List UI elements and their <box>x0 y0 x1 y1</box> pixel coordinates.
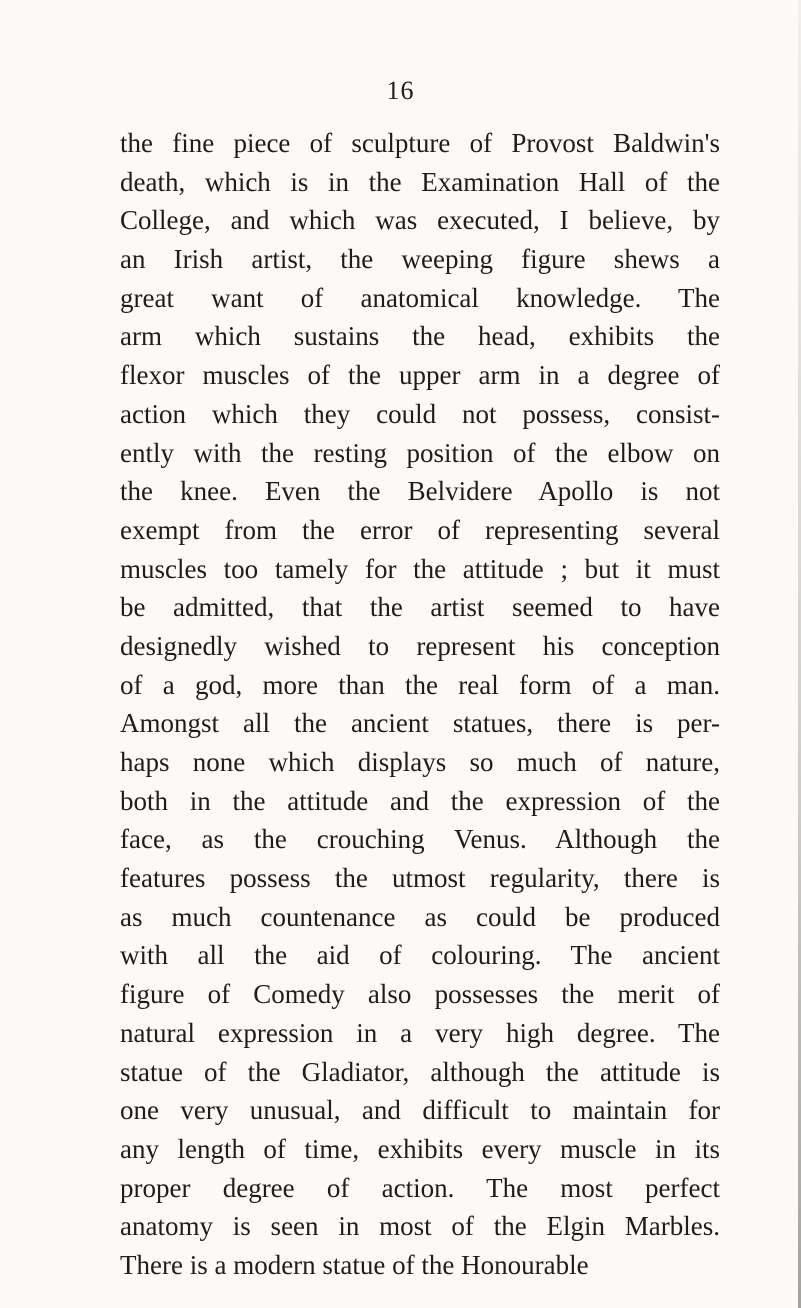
text-line: any length of time, exhibits every muscle in its <box>120 1133 720 1164</box>
text-line: of a god, more than the real form of a man. <box>120 669 720 700</box>
text-line: proper degree of action. The most perfect <box>120 1172 720 1203</box>
text-line: the knee. Even the Belvidere Apollo is not <box>120 476 720 507</box>
text-line: the fine piece of sculpture of Provost Baldwin's <box>120 128 720 158</box>
text-line: arm which sustains the head, exhibits the <box>120 321 720 352</box>
text-line: anatomy is seen in most of the Elgin Marbles. <box>120 1211 720 1242</box>
text-line: one very unusual, and difficult to maintain for <box>120 1095 720 1126</box>
text-line: death, which is in the Examination Hall of the <box>120 166 720 197</box>
text-line: Amongst all the ancient statues, there is per- <box>120 708 720 739</box>
text-line: figure of Comedy also possesses the merit of <box>120 979 720 1010</box>
page-number: 16 <box>386 76 415 105</box>
text-line: exempt from the error of representing several <box>120 514 720 545</box>
text-line: ently with the resting position of the elbow on <box>120 437 720 468</box>
text-line: with all the aid of colouring. The ancient <box>120 940 720 971</box>
body-text <box>120 124 720 1285</box>
text-line: action which they could not possess, consist- <box>120 398 720 429</box>
text-line: an Irish artist, the weeping figure shews a <box>120 244 720 275</box>
text-line: statue of the Gladiator, although the attitude is <box>120 1056 720 1087</box>
text-line: haps none which displays so much of nature, <box>120 747 720 777</box>
text-line: features possess the utmost regularity, there is <box>120 863 720 894</box>
text-line: natural expression in a very high degree. The <box>120 1017 720 1048</box>
text-line: muscles too tamely for the attitude ; but it must <box>120 553 720 584</box>
text-line: There is a modern statue of the Honourable <box>120 1249 589 1280</box>
text-line: face, as the crouching Venus. Although the <box>120 824 720 855</box>
text-line: as much countenance as could be produced <box>120 901 720 932</box>
text-line: College, and which was executed, I believe, by <box>120 205 720 236</box>
text-line: great want of anatomical knowledge. The <box>120 282 720 313</box>
text-line: be admitted, that the artist seemed to have <box>120 592 720 623</box>
text-line: flexor muscles of the upper arm in a degree of <box>120 360 720 391</box>
text-line: designedly wished to represent his conception <box>120 630 720 661</box>
text-line: both in the attitude and the expression of the <box>120 785 720 816</box>
